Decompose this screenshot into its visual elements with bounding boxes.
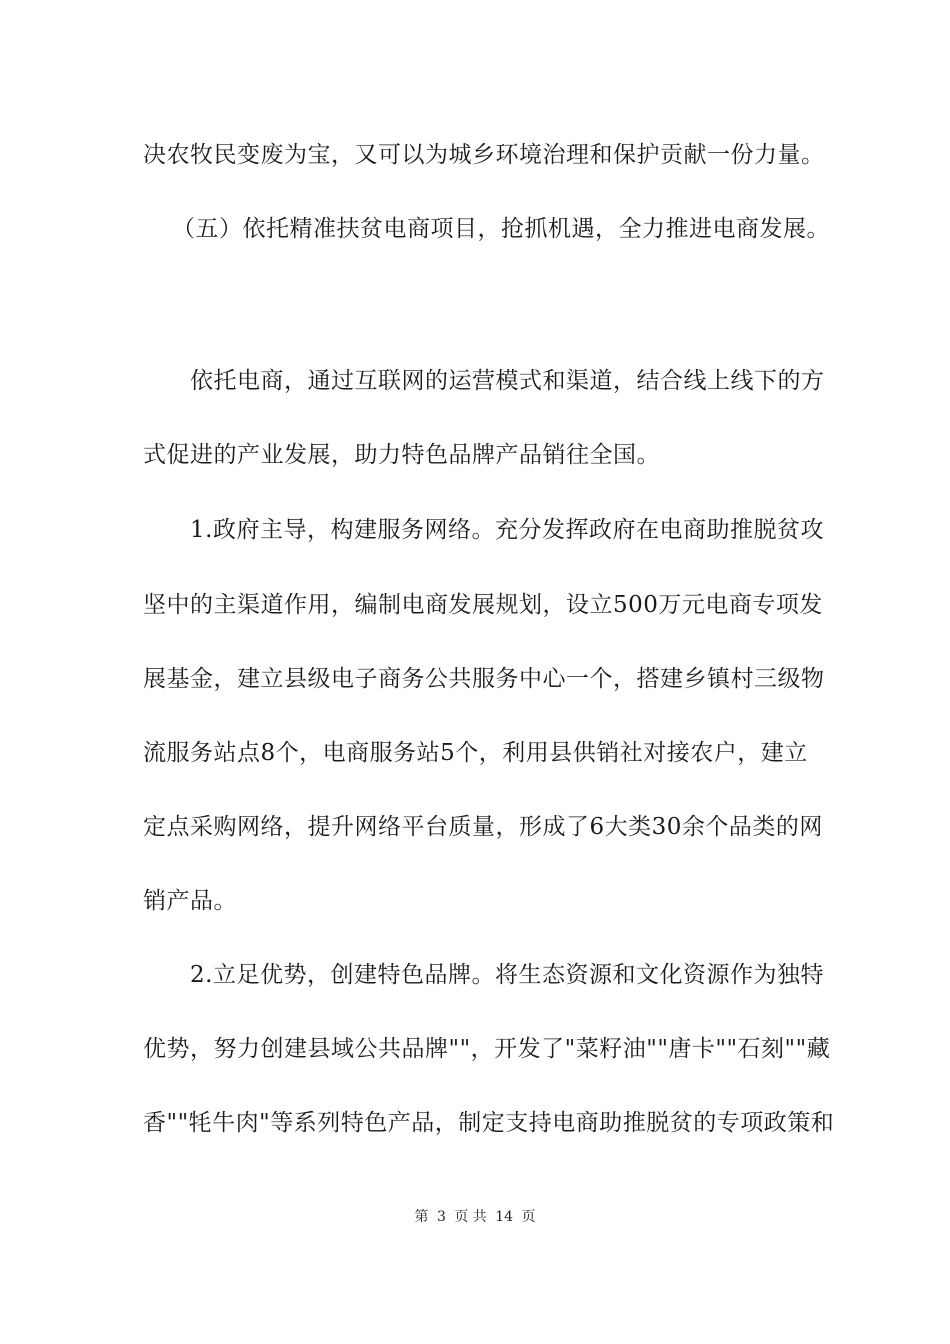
paragraph-line: 依托电商，通过互联网的运营模式和渠道，结合线上线下的方: [190, 368, 825, 394]
section-heading: （五）依托精准扶贫电商项目，抢抓机遇，全力推进电商发展。: [172, 216, 830, 242]
paragraph-line: 香""牦牛肉"等系列特色产品，制定支持电商助推脱贫的专项政策和: [143, 1110, 835, 1136]
paragraph-line: 2.立足优势，创建特色品牌。将生态资源和文化资源作为独特: [190, 962, 824, 988]
paragraph-line: 销产品。: [143, 888, 237, 914]
paragraph-line: 决农牧民变废为宝，又可以为城乡环境治理和保护贡献一份力量。: [143, 142, 825, 168]
paragraph-line: 定点采购网络，提升网络平台质量，形成了6大类30余个品类的网: [143, 814, 823, 840]
paragraph-line: 式促进的产业发展，助力特色品牌产品销往全国。: [143, 442, 660, 468]
paragraph-line: 展基金，建立县级电子商务公共服务中心一个，搭建乡镇村三级物: [143, 666, 825, 692]
paragraph-line: 坚中的主渠道作用，编制电商发展规划，设立500万元电商专项发: [143, 592, 823, 618]
footer-prefix: 第: [414, 1209, 429, 1225]
paragraph-line: 优势，努力创建县域公共品牌""，开发了"菜籽油""唐卡""石刻""藏: [143, 1036, 831, 1062]
footer-middle: 页 共: [454, 1209, 487, 1225]
page-footer: [0, 1208, 950, 1226]
paragraph-line: 1.政府主导，构建服务网络。充分发挥政府在电商助推脱贫攻: [190, 517, 824, 543]
total-pages-number: 14: [495, 1209, 514, 1225]
current-page-number: 3: [436, 1209, 446, 1225]
paragraph-line: 流服务站点8个，电商服务站5个，利用县供销社对接农户，建立: [143, 740, 808, 766]
footer-suffix: 页: [521, 1209, 536, 1225]
